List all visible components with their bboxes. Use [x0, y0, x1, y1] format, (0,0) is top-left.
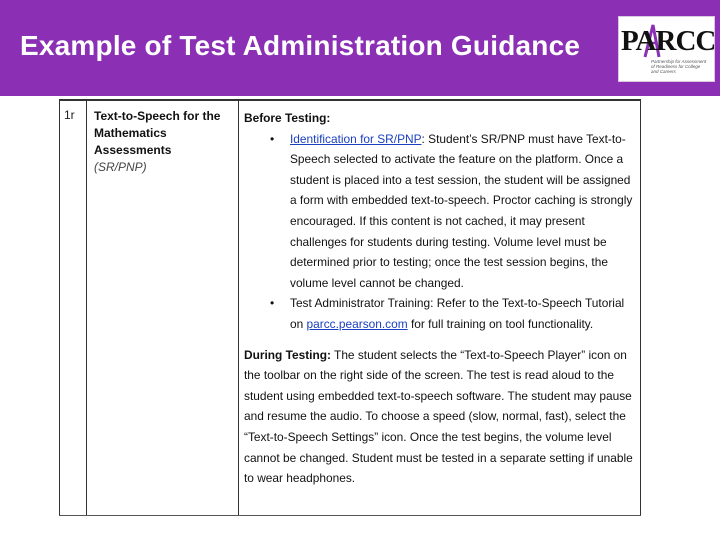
logo-wordmark: PARCC — [621, 25, 716, 57]
list-item — [244, 129, 636, 294]
table-divider-1 — [86, 101, 87, 515]
parcc-logo — [618, 16, 715, 82]
guidance-content — [244, 108, 636, 489]
during-testing-text: The student selects the “Text-to-Speech Player” icon on the toolbar on the right side of the screen. The test is read aloud to the student using embedded text-to-speech software. The student may pause and resume the audio. To choose a speed (slow, normal, fast), select the “Text-to-Speech Settings” icon. Once the test begins, the volume level cannot be changed. Student must be tested in a separate setting if unable to wear headphones. — [244, 347, 633, 486]
bullet-text: for full training on tool functionality. — [407, 316, 594, 331]
slide-title: Example of Test Administration Guidance — [20, 30, 581, 61]
table-border-right — [640, 101, 641, 515]
list-item — [244, 293, 636, 334]
feature-cell — [94, 108, 239, 176]
table-border-left — [59, 101, 60, 515]
feature-subtitle: (SR/PNP) — [94, 160, 147, 174]
bullet-lead-text: Test Administrator Training: Refer to the Text-to-Speech Tutorial on — [290, 296, 625, 331]
feature-title: Text-to-Speech for the Mathematics Assessments — [94, 109, 221, 157]
before-testing-heading: Before Testing: — [244, 111, 331, 125]
guidance-table — [59, 99, 641, 516]
slide-header — [0, 0, 720, 96]
sr-pnp-identification-link[interactable]: Identification for SR/PNP — [290, 131, 422, 146]
row-number: 1r — [64, 108, 75, 122]
bullet-icon: • — [270, 131, 275, 146]
bullet-text: : Student’s SR/PNP must have Text-to-Speech selected to activate the feature on the platform. Once a student is placed into a test session, the student will be assigned a form with embedded text-to-speech. Proctor caching is strongly encouraged. If this content is not cached, it may present challenges for students during testing. Volume level must be determined prior to testing; once the test session begins, the volume level cannot be changed. — [290, 131, 633, 290]
bullet-icon: • — [270, 296, 275, 311]
parcc-pearson-link[interactable]: parcc.pearson.com — [306, 316, 408, 331]
during-testing-paragraph — [244, 345, 636, 489]
spacer — [244, 335, 636, 345]
during-testing-heading: During Testing: — [244, 347, 331, 362]
logo-tagline: Partnership for Assessment of Readiness for College and Careers — [651, 59, 707, 74]
